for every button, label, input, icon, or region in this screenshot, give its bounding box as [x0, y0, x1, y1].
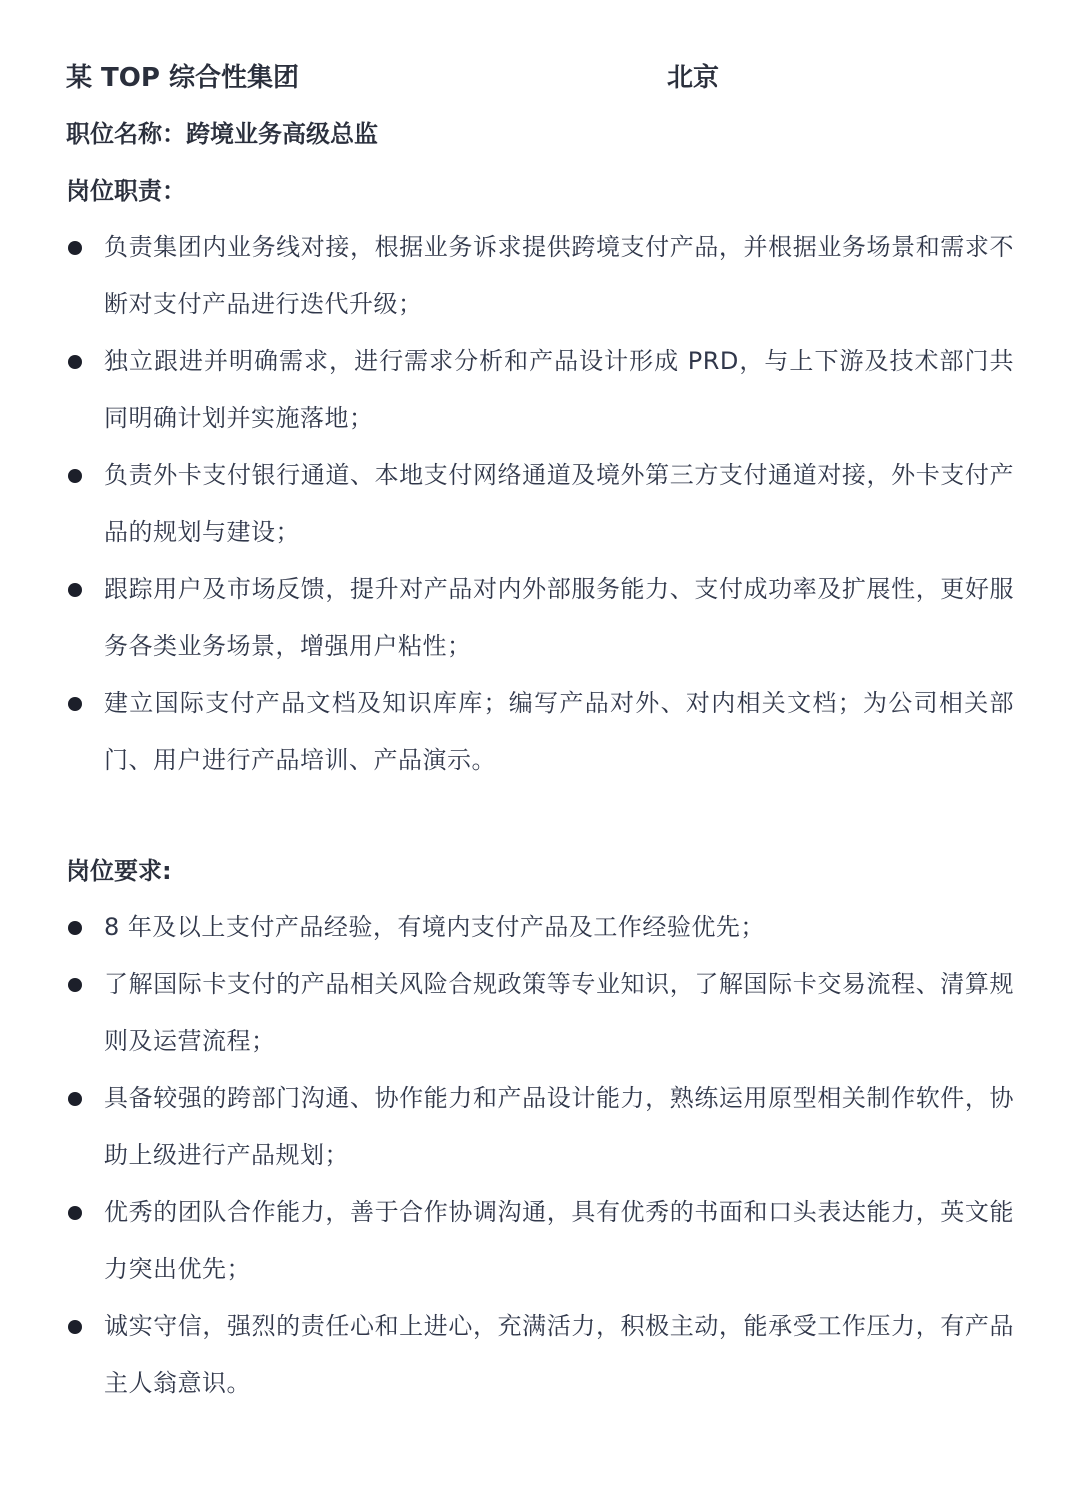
job-title: 职位名称：跨境业务高级总监 — [66, 120, 378, 148]
list-item — [66, 675, 1014, 789]
list-item-text: 负责集团内业务线对接，根据业务诉求提供跨境支付产品，并根据业务场景和需求不断对支付产品进行迭代升级； — [104, 233, 1014, 318]
list-item-text: 负责外卡支付银行通道、本地支付网络通道及境外第三方支付通道对接，外卡支付产品的规划与建设； — [104, 461, 1014, 546]
city-name: 北京 — [667, 63, 720, 93]
list-item — [66, 447, 1014, 561]
company-name: 某 TOP 综合性集团 — [66, 63, 299, 93]
responsibilities-list — [66, 219, 1026, 789]
header-row — [66, 56, 1026, 100]
bullet-icon — [68, 469, 82, 483]
list-item-text: 了解国际卡支付的产品相关风险合规政策等专业知识，了解国际卡交易流程、清算规则及运营流程； — [104, 970, 1014, 1055]
bullet-icon — [68, 355, 82, 369]
requirements-list — [66, 899, 1026, 1412]
bullet-icon — [68, 1206, 82, 1220]
responsibilities-heading: 岗位职责： — [66, 177, 186, 205]
list-item-text: 建立国际支付产品文档及知识库库；编写产品对外、对内相关文档；为公司相关部门、用户进行产品培训、产品演示。 — [104, 689, 1014, 774]
list-item — [66, 956, 1014, 1070]
bullet-icon — [68, 921, 82, 935]
list-item-text: 优秀的团队合作能力，善于合作协调沟通，具有优秀的书面和口头表达能力，英文能力突出优先； — [104, 1198, 1014, 1283]
bullet-icon — [68, 583, 82, 597]
requirements-heading: 岗位要求: — [66, 857, 172, 885]
list-item — [66, 561, 1014, 675]
list-item — [66, 333, 1014, 447]
list-item — [66, 1298, 1014, 1412]
bullet-icon — [68, 978, 82, 992]
list-item-text: 跟踪用户及市场反馈，提升对产品对内外部服务能力、支付成功率及扩展性，更好服务各类业务场景，增强用户粘性； — [104, 575, 1014, 660]
list-item — [66, 219, 1014, 333]
list-item — [66, 899, 1014, 956]
list-item-text: 诚实守信，强烈的责任心和上进心，充满活力，积极主动，能承受工作压力，有产品主人翁意识。 — [104, 1312, 1014, 1397]
list-item-text: 具备较强的跨部门沟通、协作能力和产品设计能力，熟练运用原型相关制作软件，协助上级进行产品规划； — [104, 1084, 1014, 1169]
list-item — [66, 1184, 1014, 1298]
list-item-text: 8 年及以上支付产品经验，有境内支付产品及工作经验优先； — [104, 913, 765, 941]
bullet-icon — [68, 1320, 82, 1334]
bullet-icon — [68, 1092, 82, 1106]
bullet-icon — [68, 697, 82, 711]
list-item-text: 独立跟进并明确需求，进行需求分析和产品设计形成 PRD，与上下游及技术部门共同明确计划并实施落地； — [104, 347, 1014, 432]
bullet-icon — [68, 241, 82, 255]
list-item — [66, 1070, 1014, 1184]
